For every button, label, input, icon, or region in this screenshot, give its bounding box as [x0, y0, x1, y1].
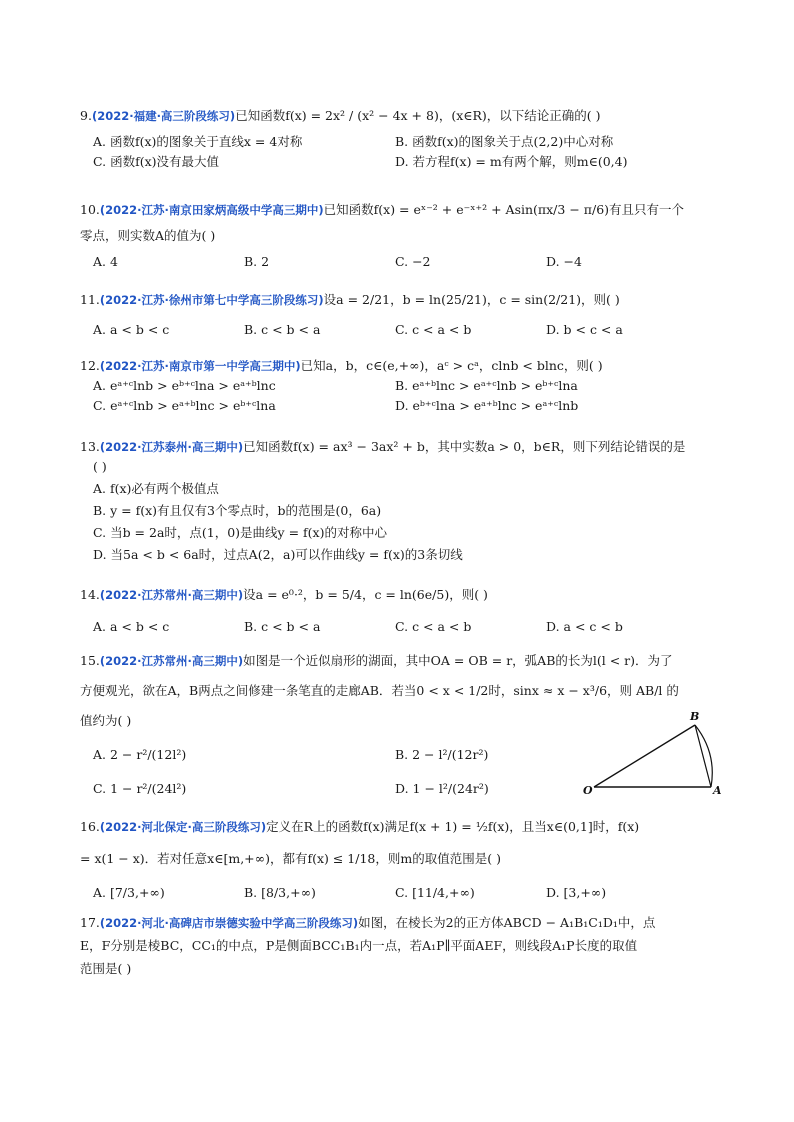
question-number: 10. — [80, 202, 100, 217]
option-a: A. 4 — [93, 254, 118, 269]
question-stem — [80, 290, 730, 310]
sector-figure — [580, 708, 730, 800]
stem-line: ( ) — [93, 459, 107, 474]
option-a: A. f(x)必有两个极值点 — [93, 481, 219, 496]
stem-line: 方便观光，欲在A，B两点之间修建一条笔直的走廊AB．若当0 < x < 1/2时，sinx ≈ x − x³/6，则 AB/l 的 — [80, 683, 679, 698]
point-label-b: B — [690, 710, 700, 723]
option-c: C. 函数f(x)没有最大值 — [93, 154, 219, 169]
option-d: D. [3,+∞) — [546, 885, 607, 900]
question-stem — [80, 106, 730, 126]
question-number: 11. — [80, 292, 100, 307]
option-a: A. a < b < c — [93, 322, 170, 337]
option-b: B. [8/3,+∞) — [244, 885, 316, 900]
option-a: A. a < b < c — [93, 619, 170, 634]
stem-line: 值约为( ) — [80, 713, 132, 728]
stem-line: = x(1 − x)．若对任意x∈[m,+∞)，都有f(x) ≤ 1/18，则m的取值范围是( ) — [80, 851, 501, 866]
stem-line: E，F分别是棱BC，CC₁的中点，P是侧面BCC₁B₁内一点，若A₁P∥平面AEF，则线段A₁P长度的取值 — [80, 938, 638, 953]
question-16 — [80, 817, 730, 903]
question-stem — [80, 817, 730, 837]
option-b: B. c < b < a — [244, 322, 321, 337]
option-d: D. 1 − l²/(24r²) — [395, 781, 489, 796]
option-c: C. [11/4,+∞) — [395, 885, 475, 900]
option-d: D. 若方程f(x) = m有两个解，则m∈(0,4) — [395, 154, 628, 169]
question-source: (2022·江苏泰州·高三期中) — [99, 440, 244, 454]
option-b: B. 2 − l²/(12r²) — [395, 747, 489, 762]
option-b: B. y = f(x)有且仅有3个零点时，b的范围是(0，6a) — [93, 503, 382, 518]
stem-line: 零点，则实数A的值为( ) — [80, 228, 216, 243]
option-row — [80, 617, 730, 637]
question-stem — [80, 200, 730, 220]
option-d: D. b < c < a — [546, 322, 623, 337]
chord-ab — [695, 725, 711, 787]
question-13 — [80, 437, 730, 565]
question-source: (2022·福建·高三阶段练习) — [91, 109, 236, 123]
question-stem — [80, 437, 730, 457]
stem-line: 定义在R上的函数f(x)满足f(x + 1) = ½f(x)，且当x∈(0,1]时，f(x) — [266, 819, 640, 834]
question-source: (2022·江苏·南京市第一中学高三期中) — [99, 359, 301, 373]
option-row — [80, 152, 730, 172]
question-source: (2022·江苏常州·高三期中) — [99, 654, 244, 668]
option-a: A. eᵃ⁺ᶜlnb > eᵇ⁺ᶜlna > eᵃ⁺ᵇlnc — [93, 378, 276, 393]
option-b: B. eᵃ⁺ᵇlnc > eᵃ⁺ᶜlnb > eᵇ⁺ᶜlna — [395, 378, 578, 393]
stem-line: 已知函数f(x) = eˣ⁻² + e⁻ˣ⁺² + Asin(πx/3 − π/6)有且只有一个 — [323, 202, 685, 217]
option-c: C. 1 − r²/(24l²) — [93, 781, 187, 796]
option-b: B. c < b < a — [244, 619, 321, 634]
question-11 — [80, 290, 730, 340]
option-row — [80, 320, 730, 340]
option-d: D. −4 — [546, 254, 582, 269]
question-12 — [80, 356, 730, 416]
option-a: A. 2 − r²/(12l²) — [93, 747, 187, 762]
question-number: 15. — [80, 653, 100, 668]
option-a: A. 函数f(x)的图象关于直线x = 4对称 — [93, 134, 303, 149]
stem-line: 范围是( ) — [80, 961, 132, 976]
stem-line: 已知函数f(x) = ax³ − 3ax² + b，其中实数a > 0，b∈R，则下列结论错误的是 — [243, 439, 686, 454]
option-row — [80, 132, 730, 152]
question-stem — [80, 356, 730, 376]
question-17 — [80, 913, 730, 979]
point-label-a: A — [713, 784, 722, 797]
question-number: 13. — [80, 439, 100, 454]
question-source: (2022·河北保定·高三阶段练习) — [99, 820, 267, 834]
question-14 — [80, 585, 730, 637]
stem-line: 设a = 2/21，b = ln(25/21)，c = sin(2/21)，则( ) — [323, 292, 620, 307]
option-b: B. 函数f(x)的图象关于点(2,2)中心对称 — [395, 134, 614, 149]
option-c: C. −2 — [395, 254, 431, 269]
option-b: B. 2 — [244, 254, 270, 269]
question-10 — [80, 200, 730, 272]
question-number: 17. — [80, 915, 100, 930]
question-source: (2022·河北·高碑店市崇德实验中学高三阶段练习) — [99, 916, 359, 930]
option-c: C. 当b = 2a时，点(1，0)是曲线y = f(x)的对称中心 — [93, 525, 387, 540]
question-9 — [80, 106, 730, 172]
question-stem — [80, 913, 730, 933]
stem-line: 如图，在棱长为2的正方体ABCD − A₁B₁C₁D₁中，点 — [358, 915, 656, 930]
option-d: D. a < c < b — [546, 619, 623, 634]
stem-line: 设a = e⁰·²，b = 5/4，c = ln(6e/5)，则( ) — [243, 587, 488, 602]
option-c: C. c < a < b — [395, 322, 472, 337]
stem-line: 如图是一个近似扇形的湖面，其中OA = OB = r，弧AB的长为l(l < r)．为了 — [243, 653, 673, 668]
question-source: (2022·江苏·南京田家炳高级中学高三期中) — [99, 203, 324, 217]
option-c: C. eᵃ⁺ᶜlnb > eᵃ⁺ᵇlnc > eᵇ⁺ᶜlna — [93, 398, 276, 413]
option-row — [80, 252, 730, 272]
question-number: 14. — [80, 587, 100, 602]
question-source: (2022·江苏·徐州市第七中学高三阶段练习) — [99, 293, 324, 307]
question-number: 9. — [80, 108, 92, 123]
stem-line: 已知a，b，c∈(e,+∞)，aᶜ > cᵃ，clnb < blnc，则( ) — [300, 358, 603, 373]
question-stem — [80, 651, 730, 671]
option-d: D. eᵇ⁺ᶜlna > eᵃ⁺ᵇlnc > eᵃ⁺ᶜlnb — [395, 398, 579, 413]
option-c: C. c < a < b — [395, 619, 472, 634]
stem-line: 已知函数f(x) = 2x² / (x² − 4x + 8)，(x∈R)，以下结论正确的( ) — [235, 108, 601, 123]
option-d: D. 当5a < b < 6a时，过点A(2，a)可以作曲线y = f(x)的3条切线 — [93, 547, 463, 562]
option-row — [80, 376, 730, 396]
question-number: 16. — [80, 819, 100, 834]
point-label-o: O — [583, 784, 593, 797]
option-a: A. [7/3,+∞) — [93, 885, 165, 900]
option-row — [80, 883, 730, 903]
radius-ob — [594, 725, 695, 787]
question-number: 12. — [80, 358, 100, 373]
option-row — [80, 396, 730, 416]
question-source: (2022·江苏常州·高三期中) — [99, 588, 244, 602]
question-stem — [80, 585, 730, 605]
